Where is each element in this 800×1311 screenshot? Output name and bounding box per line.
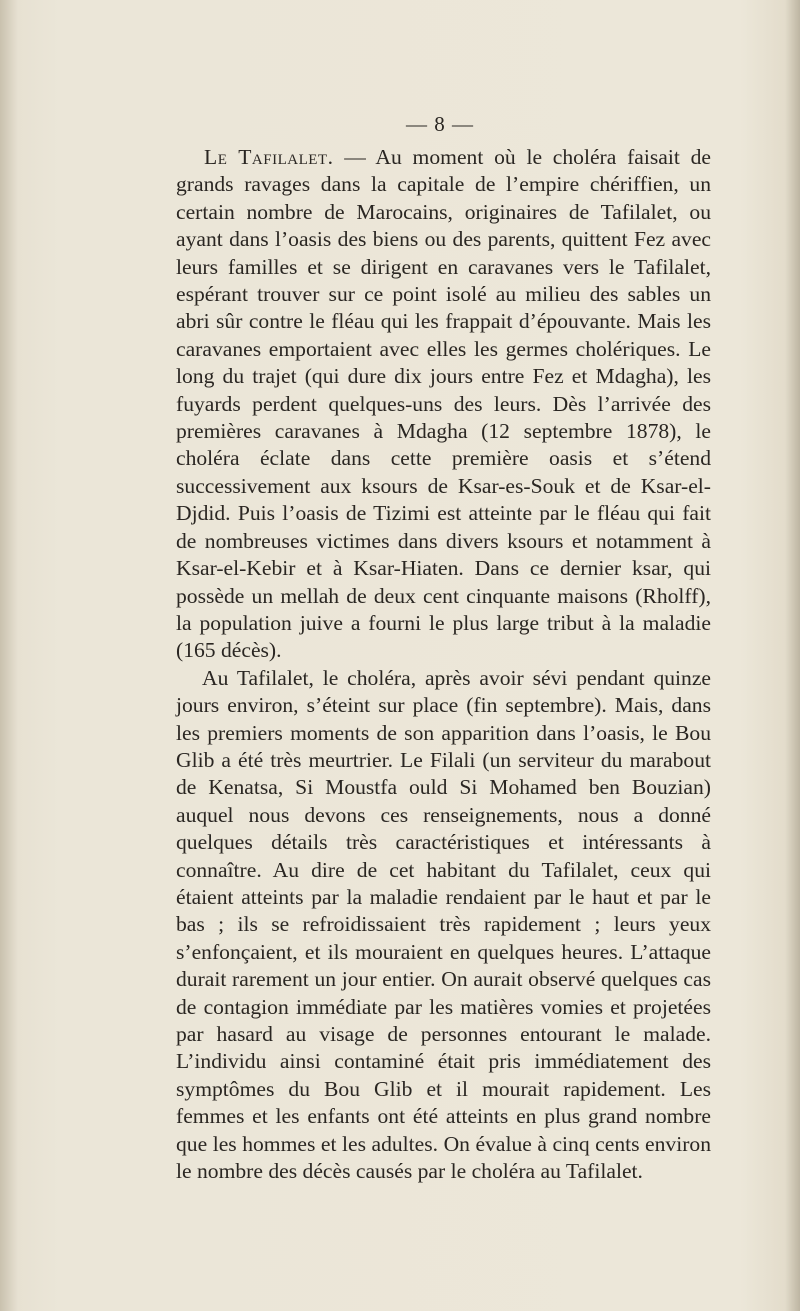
- heading-dash: —: [333, 145, 376, 169]
- paragraph-1: [176, 144, 711, 665]
- page-number: — 8 —: [406, 112, 474, 136]
- section-heading: Le Tafilalet.: [204, 145, 334, 169]
- paragraph-text: Au moment où le choléra faisait de grands ravages dans la capitale de l’empire chériffien, un certain nombre de Marocains, originaires de Tafilalet, ou ayant dans l’oasis des biens ou des parents, quittent Fez avec leurs familles et se dirigent en caravanes vers le Tafilalet, espérant trouver sur ce point isolé au milieu des sables un abri sûr contre le fléau qui les frappait d’épouvante. Mais les caravanes emportaient avec elles les germes cholériques. Le long du trajet (qui dure dix jours entre Fez et Mdagha), les fuyards perdent quelques-uns des leurs. Dès l’arrivée des premières caravanes à Mdagha (12 septembre 1878), le choléra éclate dans cette première oasis et s’étend successivement aux ksours de Ksar-es-Souk et de Ksar-el-Djdid. Puis l’oasis de Tizimi est atteinte par le fléau qui fait de nombreuses victimes dans divers ksours et notamment à Ksar-el-Kebir et à Ksar-Hiaten. Dans ce dernier ksar, qui possède un mellah de deux cent cinquante maisons (Rholff), la population juive a fourni le plus large tribut à la maladie (165 décès).: [176, 145, 711, 663]
- body-text: [176, 144, 711, 1185]
- paragraph-2: Au Tafilalet, le choléra, après avoir sévi pendant quinze jours environ, s’éteint sur place (fin septembre). Mais, dans les premiers moments de son apparition dans l’oasis, le Bou Glib a été très meurtrier. Le Filali (un serviteur du marabout de Kenatsa, Si Moustfa ould Si Mohamed ben Bouzian) auquel nous devons ces renseignements, nous a donné quelques détails très caractéristiques et intéressants à connaître. Au dire de cet habitant du Tafilalet, ceux qui étaient atteints par la maladie rendaient par le haut et par le bas ; ils se refroidissaient très rapidement ; leurs yeux s’enfonçaient, et ils mouraient en quelques heures. L’attaque durait rarement un jour entier. On aurait observé quelques cas de contagion immédiate par les matières vomies et projetées par hasard au visage de personnes entourant le malade. L’individu ainsi contaminé était pris immédiatement des symptômes du Bou Glib et il mourait rapidement. Les femmes et les enfants ont été atteints en plus grand nombre que les hommes et les adultes. On évalue à cinq cents environ le nombre des décès causés par le choléra au Tafilalet.: [176, 665, 711, 1184]
